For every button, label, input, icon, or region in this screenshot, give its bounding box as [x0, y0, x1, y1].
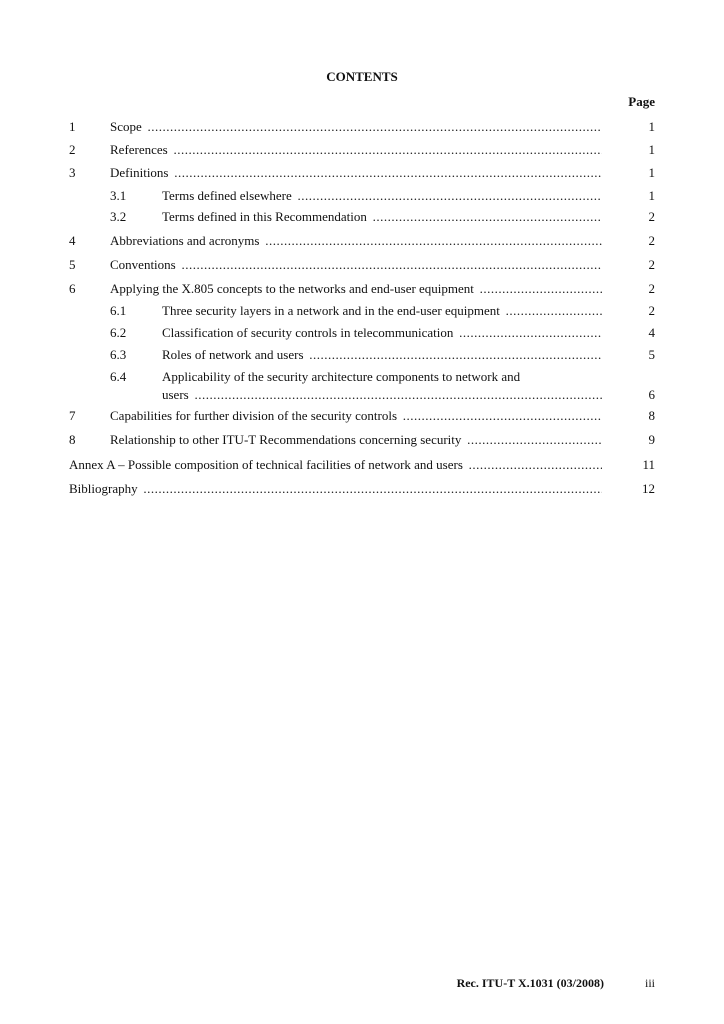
toc-entry-number: 8 — [69, 432, 76, 447]
toc-entry-title: Terms defined elsewhere — [162, 188, 292, 203]
toc-entry-title: Scope — [110, 119, 142, 134]
toc-entry-page: 2 — [648, 303, 655, 318]
toc-entry-page: 4 — [648, 325, 655, 340]
toc-entry-page: 1 — [648, 165, 655, 180]
toc-entry-title: Definitions — [110, 165, 169, 180]
toc-entry-number: 4 — [69, 233, 76, 248]
toc-entry-title: Three security layers in a network and in the end-user equipment — [162, 303, 500, 318]
toc-entry-title: Annex A – Possible composition of technical facilities of network and users — [69, 457, 463, 472]
toc-bibliography-entry[interactable] — [69, 480, 655, 498]
toc-entry-number: 1 — [69, 119, 76, 134]
toc-entry[interactable] — [69, 431, 655, 449]
toc-entry-title: Conventions — [110, 257, 176, 272]
toc-subentry[interactable] — [69, 302, 655, 320]
toc-entry-title-line1: Applicability of the security architecture components to network and — [162, 369, 521, 384]
page-column-header: Page — [628, 94, 655, 109]
toc-entry-page: 1 — [648, 188, 655, 203]
toc-entry-page: 2 — [648, 233, 655, 248]
toc-subentry[interactable] — [69, 187, 655, 205]
toc-entry-page: 9 — [648, 432, 655, 447]
toc-entry[interactable] — [69, 407, 655, 425]
toc-entry-number: 6.4 — [110, 369, 127, 384]
toc-entry-title: Capabilities for further division of the security controls — [110, 408, 398, 423]
toc-entry-title: Relationship to other ITU-T Recommendations concerning security — [110, 432, 462, 447]
toc-subentry[interactable] — [69, 346, 655, 364]
toc-entry-page: 2 — [648, 281, 655, 296]
toc-title: CONTENTS — [326, 69, 398, 84]
toc-entry-number: 6.3 — [110, 347, 127, 362]
toc-entry-page: 6 — [648, 387, 655, 402]
toc-subentry[interactable] — [69, 208, 655, 226]
toc-entry-number: 6.2 — [110, 325, 127, 340]
toc-entry[interactable] — [69, 164, 655, 182]
toc-entry-title: Roles of network and users — [162, 347, 304, 362]
toc-entry[interactable] — [69, 280, 655, 298]
toc-entry-number: 5 — [69, 257, 76, 272]
page-footer — [0, 974, 724, 992]
toc-entry-number: 6 — [69, 281, 76, 296]
toc-entry-page: 1 — [648, 142, 655, 157]
toc-entry-title: Classification of security controls in telecommunication — [162, 325, 454, 340]
toc-entry-page: 12 — [642, 481, 655, 496]
toc-entry-number: 2 — [69, 142, 76, 157]
footer-reference: Rec. ITU-T X.1031 (03/2008) — [456, 976, 604, 990]
toc-entry-title: Abbreviations and acronyms — [110, 233, 260, 248]
toc-entry-page: 2 — [648, 257, 655, 272]
toc-entry-page: 5 — [648, 347, 655, 362]
toc-entry[interactable] — [69, 232, 655, 250]
toc-entry[interactable] — [69, 141, 655, 159]
toc-entry[interactable] — [69, 118, 655, 136]
toc-entry-page: 8 — [648, 408, 655, 423]
toc-entry-page: 1 — [648, 119, 655, 134]
footer-page-number: iii — [644, 976, 655, 990]
toc-subentry[interactable] — [69, 368, 655, 404]
toc-entry-number: 6.1 — [110, 303, 127, 318]
toc-entry-number: 7 — [69, 408, 76, 423]
toc-entry[interactable] — [69, 256, 655, 274]
toc-subentry[interactable] — [69, 324, 655, 342]
toc-entry-title: Applying the X.805 concepts to the networks and end-user equipment — [110, 281, 474, 296]
toc-entry-page: 11 — [642, 457, 655, 472]
toc-entry-title: Terms defined in this Recommendation — [162, 209, 367, 224]
toc-entry-page: 2 — [648, 209, 655, 224]
toc-entry-number: 3.1 — [110, 188, 127, 203]
toc-entry-title-line2: users — [162, 387, 189, 402]
toc-entry-number: 3 — [69, 165, 76, 180]
toc-entry-title: References — [110, 142, 168, 157]
toc-annex-entry[interactable] — [69, 456, 655, 474]
toc-entry-number: 3.2 — [110, 209, 127, 224]
toc-entry-title: Bibliography — [69, 481, 138, 496]
